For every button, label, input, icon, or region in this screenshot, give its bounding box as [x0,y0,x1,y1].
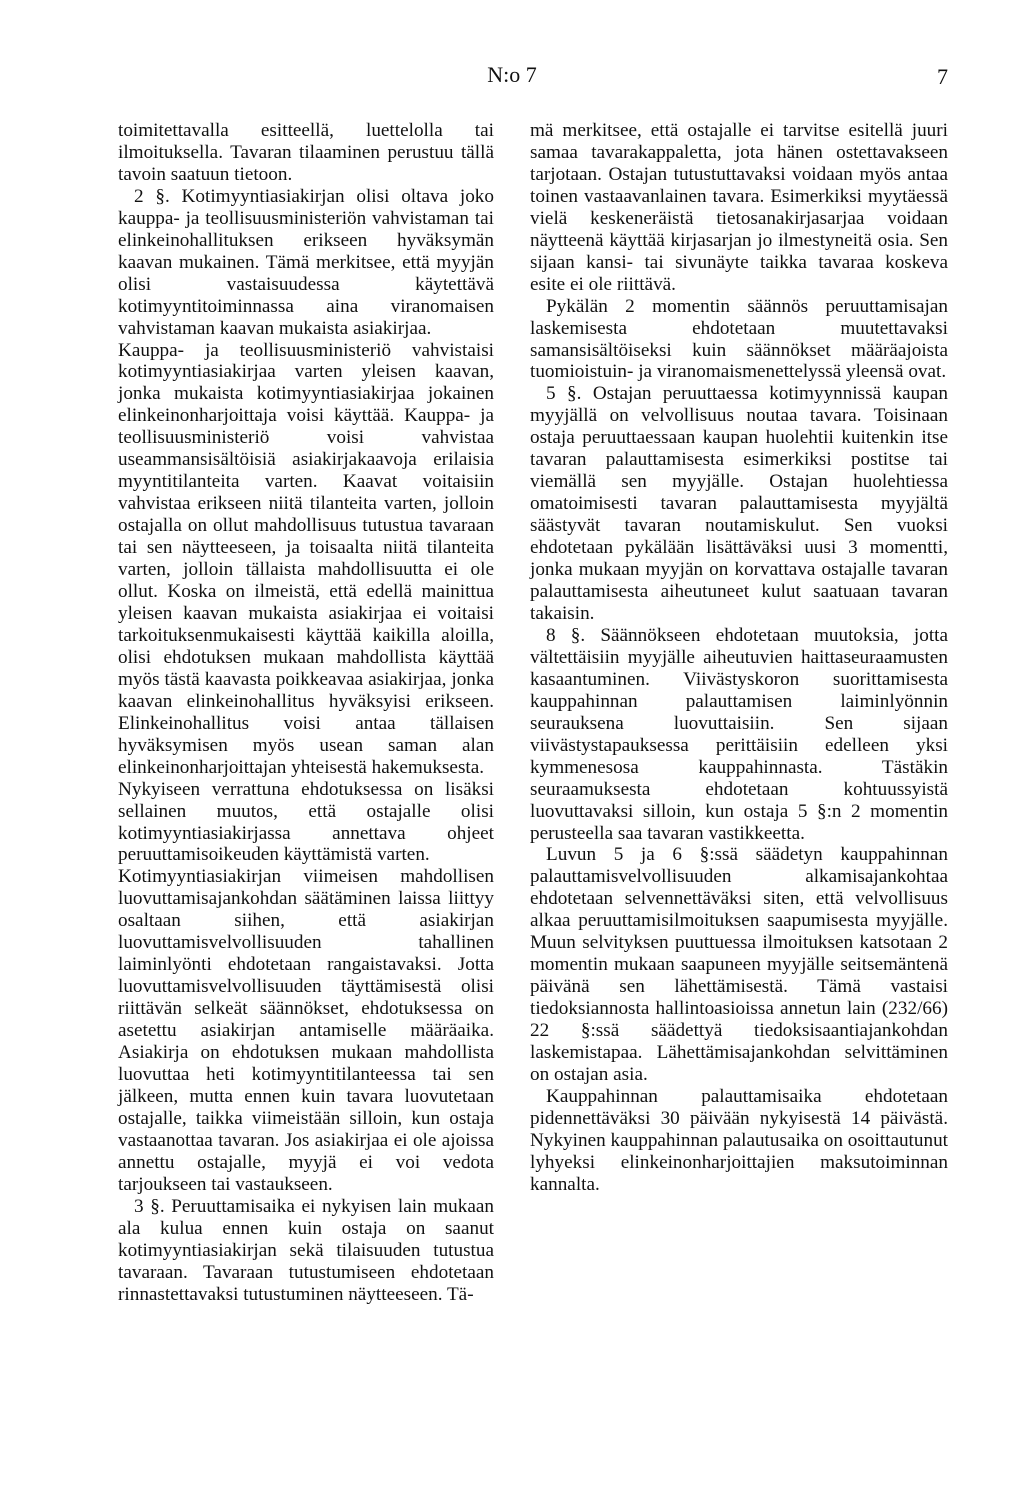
page-number: 7 [937,64,948,89]
paragraph: Kauppa- ja teollisuusministeriö vahvistaisi kotimyyntiasiakirjaa varten yleisen kaavan, jonka mukaista kotimyyntiasiakirjaa jokainen elinkeinonharjoittaja voisi käyttää. Kauppa- ja teollisuusministeriö voisi vahvistaa useammansisältöisiä asiakirjakaavoja erilaisia myyntitilanteita varten. Kaavat voitaisiin vahvistaa erikseen niitä tilanteita varten, jolloin ostajalla on ollut mahdollisuus tutustua tavaraan tai sen näytteeseen, ja toisaalta niitä tilanteita varten, jolloin tällaista mahdollisuutta ei ole ollut. Koska on ilmeistä, että edellä mainittua yleisen kaavan mukaista asiakirjaa ei voitaisi tarkoituksenmukaisesti käyttää kaikilla aloilla, olisi ehdotuksen mukaan mahdollista käyttää myös tästä kaavasta poikkeavaa asiakirjaa, jonka kaavan elinkeinohallitus hyväksyisi erikseen. Elinkeinohallitus voisi antaa tällaisen hyväksymisen myös usean saman alan elinkeinonharjoittajan yhteisestä hakemuksesta. [118,339,494,778]
paragraph: toimitettavalla esitteellä, luettelolla tai ilmoituksella. Tavaran tilaaminen perustuu tällä tavoin saatuun tietoon. [118,120,494,185]
paragraph: 5 §. Ostajan peruuttaessa kotimyynnissä kaupan myyjällä on velvollisuus noutaa tavara. Toisinaan ostaja peruuttaessaan kaupan huolehtii kuitenkin itse tavaran palauttamisesta esimerkiksi postitse tai viemällä sen myyjälle. Ostajan huolehtiessa omatoimisesti tavaran palauttamisesta myyjältä säästyvät tavaran noutamiskulut. Sen vuoksi ehdotetaan pykälään lisättäväksi uusi 3 momentti, jonka mukaan myyjän on korvattava ostajalle tavaran palauttamisesta aiheutuneet kulut saatuaan tavaran takaisin. [530,383,948,624]
paragraph: Kotimyyntiasiakirjan viimeisen mahdollisen luovuttamisajankohdan säätäminen laissa liittyy osaltaan siihen, että asiakirjan luovuttamisvelvollisuuden tahallinen laiminlyönti ehdotetaan rangaistavaksi. Jotta luovuttamisvelvollisuuden täyttämisestä olisi riittävän selkeät säännökset, ehdotuksessa on asetettu asiakirjan antamiselle määräaika. Asiakirja on ehdotuksen mukaan mahdollista luovuttaa heti kotimyyntitilanteessa tai sen jälkeen, mutta ennen kuin tavara luovutetaan ostajalle, taikka viimeistään silloin, kun ostaja vastaanottaa tavaran. Jos asiakirjaa ei ole ajoissa annettu ostajalle, myyjä ei voi vedota tarjoukseen tai vastaukseen. [118,866,494,1195]
running-header: N:o 7 [487,62,537,87]
left-column [118,120,494,1305]
paragraph: Nykyiseen verrattuna ehdotuksessa on lisäksi sellainen muutos, että ostajalle olisi kotimyyntiasiakirjassa annettava ohjeet peruuttamisoikeuden käyttämistä varten. [118,778,494,866]
paragraph: 8 §. Säännökseen ehdotetaan muutoksia, jotta vältettäisiin myyjälle aiheutuvien haittaseuraamusten kasaantuminen. Viivästyskoron suorittamisesta kauppahinnan palauttamisen laiminlyönnin seurauksena luovuttaisiin. Sen sijaan viivästystapauksessa perittäisiin edelleen yksi kymmenesosa kauppahinnasta. Tästäkin seuraamuksesta ehdotetaan kohtuussyistä luovuttavaksi silloin, kun ostaja 5 §:n 2 momentin perusteella saa tavaran vastikkeetta. [530,624,948,844]
paragraph: mä merkitsee, että ostajalle ei tarvitse esitellä juuri samaa tavarakappaletta, jota hänen ostettavakseen tarjotaan. Ostajan tutustuttavaksi voidaan myös antaa toinen vastaavanlainen tavara. Esimerkiksi myytäessä vielä keskeneräistä tietosanakirjasarjaa voidaan näytteenä käyttää kirjasarjan jo ilmestyneitä osia. Sen sijaan kansi- tai sivunäyte taikka tavaraa koskeva esite ei ole riittävä. [530,120,948,295]
right-column [530,120,948,1196]
paragraph: Luvun 5 ja 6 §:ssä säädetyn kauppahinnan palauttamisvelvollisuuden alkamisajankohtaa ehdotetaan selvennettäväksi siten, että velvollisuus alkaa peruuttamisilmoituksen saapumisesta myyjälle. Muun selvityksen puuttuessa ilmoituksen katsotaan 2 momentin mukaan saapuneen myyjälle seitsemäntenä päivänä sen lähettämisestä. Tämä vastaisi tiedoksiannosta hallintoasioissa annetun lain (232/66) 22 §:ssä säädettyä tiedoksisaantiajankohdan laskemistapaa. Lähettämisajankohdan selvittäminen on ostajan asia. [530,844,948,1085]
paragraph: Kauppahinnan palauttamisaika ehdotetaan pidennettäväksi 30 päivään nykyisestä 14 päivästä. Nykyinen kauppahinnan palautusaika on osoittautunut lyhyeksi elinkeinonharjoittajien maksutoiminnan kannalta. [530,1085,948,1195]
paragraph: 3 §. Peruuttamisaika ei nykyisen lain mukaan ala kulua ennen kuin ostaja on saanut kotimyyntiasiakirjan sekä tilaisuuden tutustua tavaraan. Tavaraan tutustumiseen ehdotetaan rinnastettavaksi tutustuminen näytteeseen. Tä- [118,1195,494,1305]
paragraph: Pykälän 2 momentin säännös peruuttamisajan laskemisesta ehdotetaan muutettavaksi samansisältöiseksi kuin säännökset määräajoista tuomioistuin- ja viranomaismenettelyssä yleensä ovat. [530,295,948,383]
paragraph: 2 §. Kotimyyntiasiakirjan olisi oltava joko kauppa- ja teollisuusministeriön vahvistaman tai elinkeinohallituksen erikseen hyväksymän kaavan mukainen. Tämä merkitsee, että myyjän olisi vastaisuudessa käytettävä kotimyyntitoiminnassa aina viranomaisen vahvistaman kaavan mukaista asiakirjaa. [118,185,494,339]
